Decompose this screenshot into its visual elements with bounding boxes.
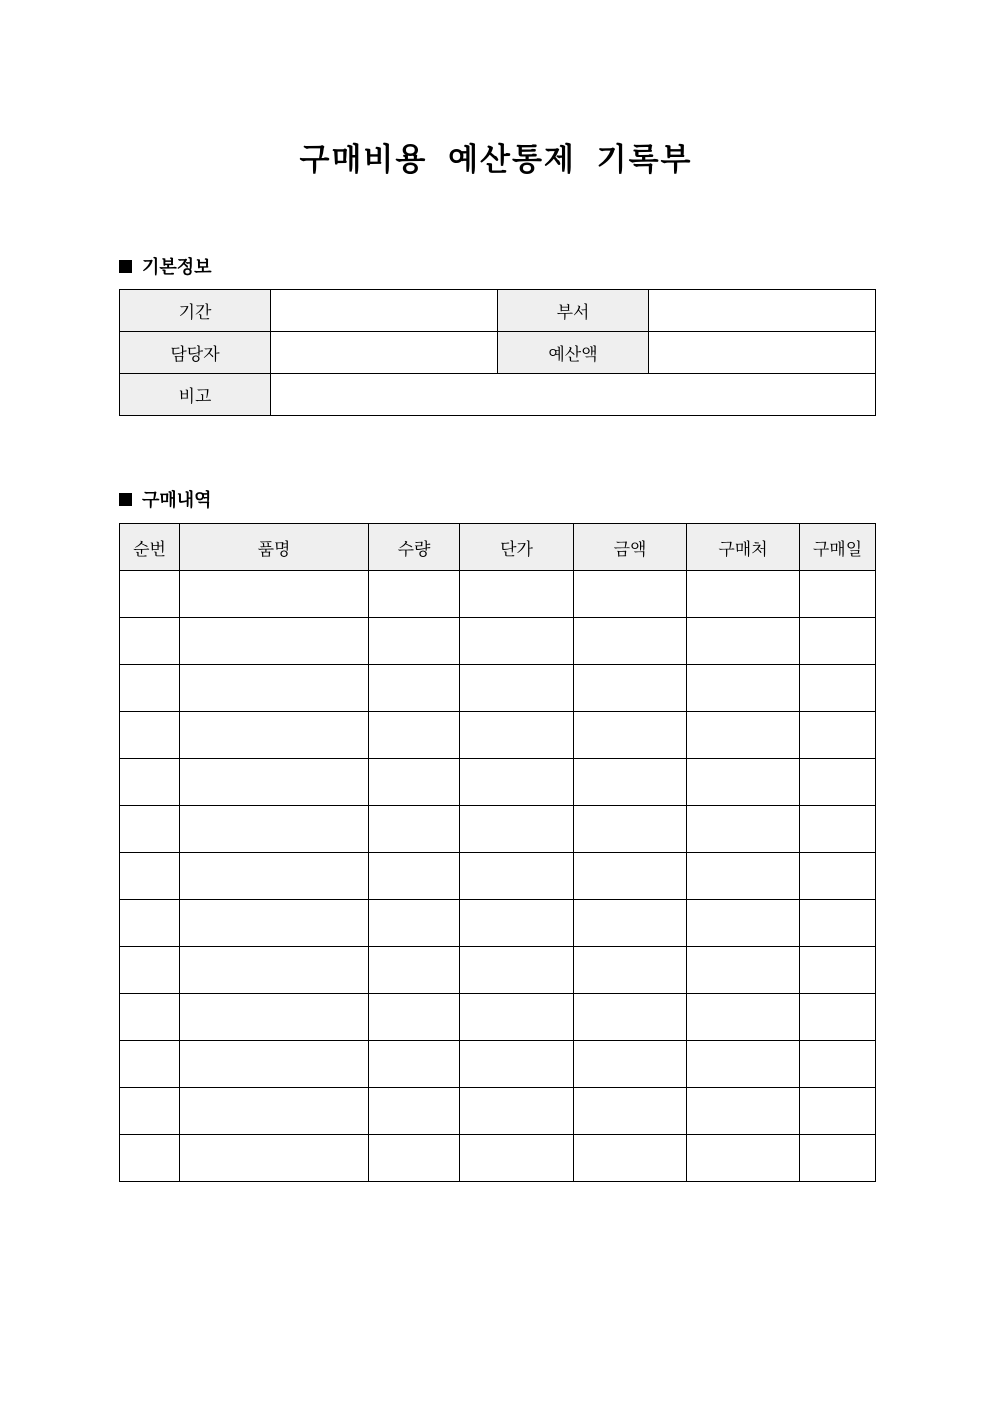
quantity-cell[interactable] <box>369 1135 460 1182</box>
col-header-date: 구매일 <box>800 524 876 571</box>
table-row <box>120 665 876 712</box>
budget-label: 예산액 <box>498 332 649 374</box>
unit-price-cell[interactable] <box>460 665 574 712</box>
item-cell[interactable] <box>180 900 369 947</box>
budget-field[interactable] <box>649 332 876 374</box>
no-cell[interactable] <box>120 665 180 712</box>
amount-cell[interactable] <box>574 571 687 618</box>
vendor-cell[interactable] <box>687 571 800 618</box>
no-cell[interactable] <box>120 900 180 947</box>
unit-price-cell[interactable] <box>460 853 574 900</box>
vendor-cell[interactable] <box>687 853 800 900</box>
vendor-cell[interactable] <box>687 900 800 947</box>
date-cell[interactable] <box>800 571 876 618</box>
amount-cell[interactable] <box>574 665 687 712</box>
col-header-quantity: 수량 <box>369 524 460 571</box>
no-cell[interactable] <box>120 618 180 665</box>
vendor-cell[interactable] <box>687 806 800 853</box>
no-cell[interactable] <box>120 1135 180 1182</box>
table-row <box>120 900 876 947</box>
unit-price-cell[interactable] <box>460 900 574 947</box>
vendor-cell[interactable] <box>687 1135 800 1182</box>
no-cell[interactable] <box>120 712 180 759</box>
basic-info-row <box>120 332 876 374</box>
square-bullet-icon <box>119 493 132 506</box>
item-cell[interactable] <box>180 947 369 994</box>
square-bullet-icon <box>119 260 132 273</box>
quantity-cell[interactable] <box>369 994 460 1041</box>
unit-price-cell[interactable] <box>460 759 574 806</box>
item-cell[interactable] <box>180 1041 369 1088</box>
table-row <box>120 1088 876 1135</box>
amount-cell[interactable] <box>574 1088 687 1135</box>
unit-price-cell[interactable] <box>460 618 574 665</box>
basic-info-table <box>119 289 876 416</box>
quantity-cell[interactable] <box>369 947 460 994</box>
table-row <box>120 618 876 665</box>
date-cell[interactable] <box>800 994 876 1041</box>
quantity-cell[interactable] <box>369 571 460 618</box>
unit-price-cell[interactable] <box>460 1135 574 1182</box>
purchase-table <box>119 523 876 1182</box>
quantity-cell[interactable] <box>369 900 460 947</box>
amount-cell[interactable] <box>574 712 687 759</box>
quantity-cell[interactable] <box>369 618 460 665</box>
item-cell[interactable] <box>180 853 369 900</box>
page-title: 구매비용 예산통제 기록부 <box>299 142 693 178</box>
quantity-cell[interactable] <box>369 1088 460 1135</box>
no-cell[interactable] <box>120 947 180 994</box>
quantity-cell[interactable] <box>369 712 460 759</box>
vendor-cell[interactable] <box>687 947 800 994</box>
vendor-cell[interactable] <box>687 1088 800 1135</box>
unit-price-cell[interactable] <box>460 1041 574 1088</box>
col-header-amount: 금액 <box>574 524 687 571</box>
col-header-unit-price: 단가 <box>460 524 574 571</box>
date-cell[interactable] <box>800 1041 876 1088</box>
vendor-cell[interactable] <box>687 712 800 759</box>
item-cell[interactable] <box>180 759 369 806</box>
period-field[interactable] <box>271 290 498 332</box>
item-cell[interactable] <box>180 665 369 712</box>
amount-cell[interactable] <box>574 618 687 665</box>
no-cell[interactable] <box>120 1041 180 1088</box>
amount-cell[interactable] <box>574 994 687 1041</box>
remarks-field[interactable] <box>271 374 876 416</box>
amount-cell[interactable] <box>574 759 687 806</box>
item-cell[interactable] <box>180 1135 369 1182</box>
col-header-item: 품명 <box>180 524 369 571</box>
item-cell[interactable] <box>180 712 369 759</box>
purchase-heading <box>119 486 212 512</box>
date-cell[interactable] <box>800 900 876 947</box>
date-cell[interactable] <box>800 665 876 712</box>
quantity-cell[interactable] <box>369 759 460 806</box>
amount-cell[interactable] <box>574 853 687 900</box>
purchase-heading-label: 구매내역 <box>142 490 212 511</box>
unit-price-cell[interactable] <box>460 571 574 618</box>
no-cell[interactable] <box>120 806 180 853</box>
no-cell[interactable] <box>120 994 180 1041</box>
vendor-cell[interactable] <box>687 618 800 665</box>
quantity-cell[interactable] <box>369 806 460 853</box>
quantity-cell[interactable] <box>369 853 460 900</box>
amount-cell[interactable] <box>574 1041 687 1088</box>
no-cell[interactable] <box>120 853 180 900</box>
department-label: 부서 <box>498 290 649 332</box>
basic-info-row <box>120 374 876 416</box>
item-cell[interactable] <box>180 618 369 665</box>
col-header-no: 순번 <box>120 524 180 571</box>
table-row <box>120 571 876 618</box>
table-row <box>120 759 876 806</box>
table-row <box>120 806 876 853</box>
vendor-cell[interactable] <box>687 759 800 806</box>
date-cell[interactable] <box>800 806 876 853</box>
no-cell[interactable] <box>120 759 180 806</box>
purchase-header-row <box>120 524 876 571</box>
item-cell[interactable] <box>180 571 369 618</box>
unit-price-cell[interactable] <box>460 1088 574 1135</box>
vendor-cell[interactable] <box>687 1041 800 1088</box>
no-cell[interactable] <box>120 1088 180 1135</box>
unit-price-cell[interactable] <box>460 947 574 994</box>
amount-cell[interactable] <box>574 806 687 853</box>
basic-info-row <box>120 290 876 332</box>
table-row <box>120 947 876 994</box>
table-row <box>120 1135 876 1182</box>
period-label: 기간 <box>120 290 271 332</box>
date-cell[interactable] <box>800 1088 876 1135</box>
unit-price-cell[interactable] <box>460 712 574 759</box>
remarks-label: 비고 <box>120 374 271 416</box>
amount-cell[interactable] <box>574 900 687 947</box>
table-row <box>120 853 876 900</box>
vendor-cell[interactable] <box>687 665 800 712</box>
date-cell[interactable] <box>800 853 876 900</box>
item-cell[interactable] <box>180 1088 369 1135</box>
manager-field[interactable] <box>271 332 498 374</box>
date-cell[interactable] <box>800 759 876 806</box>
vendor-cell[interactable] <box>687 994 800 1041</box>
table-row <box>120 1041 876 1088</box>
date-cell[interactable] <box>800 618 876 665</box>
date-cell[interactable] <box>800 712 876 759</box>
table-row <box>120 712 876 759</box>
quantity-cell[interactable] <box>369 665 460 712</box>
date-cell[interactable] <box>800 1135 876 1182</box>
col-header-vendor: 구매처 <box>687 524 800 571</box>
unit-price-cell[interactable] <box>460 994 574 1041</box>
basic-info-heading <box>119 253 212 279</box>
manager-label: 담당자 <box>120 332 271 374</box>
unit-price-cell[interactable] <box>460 806 574 853</box>
date-cell[interactable] <box>800 947 876 994</box>
amount-cell[interactable] <box>574 947 687 994</box>
quantity-cell[interactable] <box>369 1041 460 1088</box>
department-field[interactable] <box>649 290 876 332</box>
basic-info-heading-label: 기본정보 <box>142 257 212 278</box>
item-cell[interactable] <box>180 806 369 853</box>
item-cell[interactable] <box>180 994 369 1041</box>
table-row <box>120 994 876 1041</box>
no-cell[interactable] <box>120 571 180 618</box>
amount-cell[interactable] <box>574 1135 687 1182</box>
